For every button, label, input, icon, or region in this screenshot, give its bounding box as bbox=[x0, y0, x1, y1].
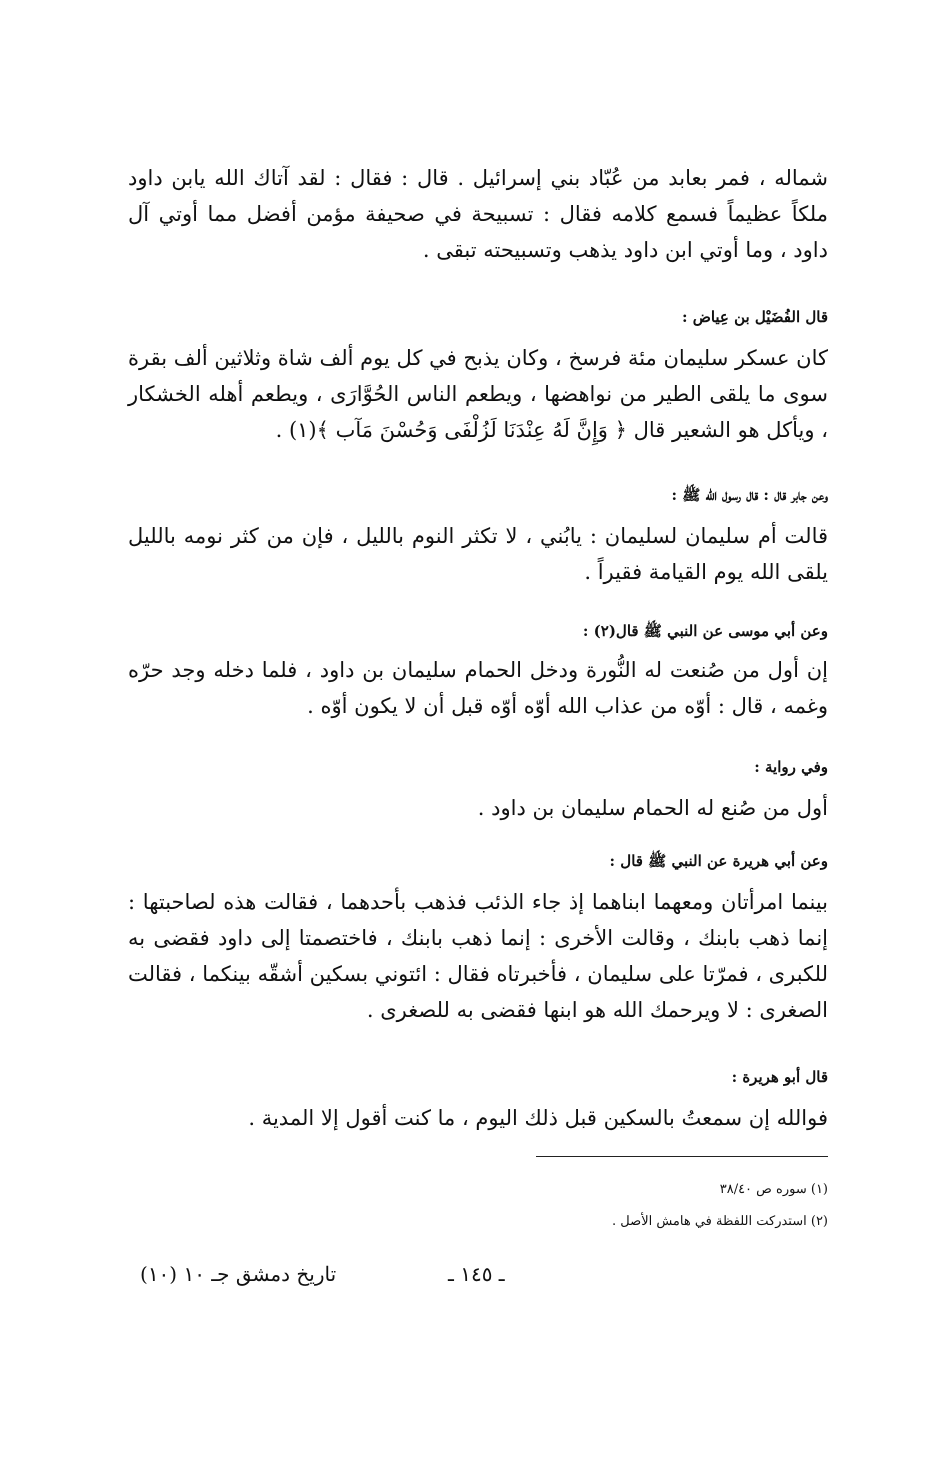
footnote-2: (٢) استدركت اللفظة في هامش الأصل . bbox=[612, 1214, 828, 1229]
paragraph-two-women: بينما امرأتان ومعهما ابناهما إذ جاء الذئب فذهب بأحدهما ، فقالت هذه لصاحبتها : إنما ذهب بابنك ، وقالت الأخرى : إنما ذهب بابنك ، فاختصمتا إلى داود فقضى به للكبرى ، فمرّتا على سليمان ، فأخبرتاه فقال : ائتوني بسكين أشقّه بينكما ، فقالت الصغرى : لا ويرحمك الله هو ابنها فقضى به للصغرى . bbox=[128, 890, 828, 1022]
paragraph-first-bathhouse: أول من صُنع له الحمام سليمان بن داود . bbox=[477, 796, 828, 820]
heading-riwaya: وفي رواية : bbox=[754, 758, 828, 776]
paragraph-army: كان عسكر سليمان مئة فرسخ ، وكان يذبح في كل يوم ألف شاة وثلاثين ألف بقرة سوى ما يلقى الطير من نواهضها ، ويطعم الناس الحُوَّارَى ، ويطعم أهله الخشكار ، ويأكل هو الشعير قال ﴿ وَإِنَّ لَهُ عِنْدَنَا لَزُلْفَى وَحُسْنَ مَآب ﴾(١) . bbox=[128, 346, 828, 442]
paragraph-opening: شماله ، فمر بعابد من عُبّاد بني إسرائيل . قال : فقال : لقد آتاك الله يابن داود ملكاً عظيماً فسمع كلامه فقال : تسبيحة في صحيفة مؤمن أفضل مما أوتي آل داود ، وما أوتي ابن داود يذهب وتسبيحته تبقى . bbox=[128, 166, 828, 262]
heading-abu-hurayra: وعن أبي هريرة عن النبي ﷺ قال : bbox=[609, 852, 828, 870]
book-reference: تاريخ دمشق جـ ١٠ (١٠) bbox=[140, 1262, 337, 1286]
heading-abu-musa: وعن أبي موسى عن النبي ﷺ قال(٢) : bbox=[582, 622, 828, 640]
paragraph-bathhouse: إن أول من صُنعت له النُّورة ودخل الحمام سليمان بن داود ، فلما دخله وجد حرّه وغمه ، قال : أوّه من عذاب الله أوّه أوّه قبل أن لا يكون أوّه . bbox=[128, 658, 828, 718]
heading-fudayl: قال الفُضَيْل بن عِياض : bbox=[681, 308, 828, 326]
footnote-divider bbox=[536, 1156, 828, 1157]
heading-jabir: وعن جابر قال : قال رسول الله ﷺ : bbox=[671, 486, 828, 504]
page-number: ـ ١٤٥ ـ bbox=[448, 1262, 505, 1286]
heading-abu-hurayra-said: قال أبو هريرة : bbox=[731, 1068, 828, 1086]
footnote-1: (١) سوره ص ٣٨/٤٠ bbox=[719, 1182, 828, 1197]
paragraph-mother-advice: قالت أم سليمان لسليمان : يابُني ، لا تكثر النوم بالليل ، فإن من كثر نومه بالليل يلقى الله يوم القيامة فقيراً . bbox=[128, 524, 828, 584]
paragraph-knife: فوالله إن سمعتُ بالسكين قبل ذلك اليوم ، ما كنت أقول إلا المدية . bbox=[248, 1106, 828, 1130]
